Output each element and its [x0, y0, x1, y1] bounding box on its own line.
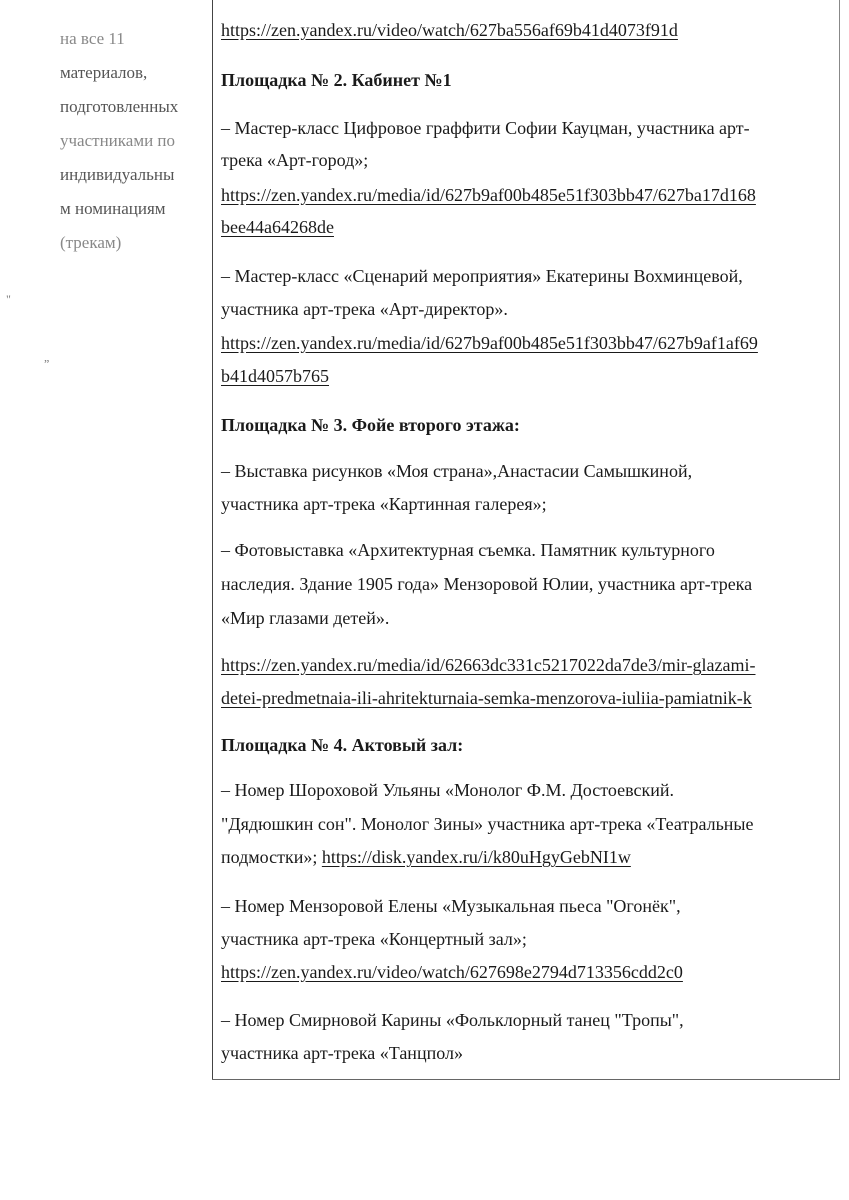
media-link-continuation[interactable]: detei-predmetnaia-ili-ahritekturnaia-semka-menzorova-iuliia-pamiatnik-k [221, 688, 752, 708]
video-link[interactable]: https://zen.yandex.ru/video/watch/627698e2794d713356cdd2c0 [221, 962, 683, 982]
line [221, 366, 821, 387]
section-heading: Площадка № 4. Актовый зал: [221, 735, 464, 755]
media-link-continuation[interactable]: b41d4057b765 [221, 366, 329, 386]
line [221, 185, 821, 206]
left-cell-line: на все 11 [60, 29, 125, 48]
scan-artifact-mark: " [6, 292, 11, 306]
item-text: участника арт-трека «Арт-директор». [221, 299, 508, 319]
table-divider-left [212, 0, 213, 1080]
left-cell-line: подготовленных [60, 97, 179, 116]
item-text: участника арт-трека «Концертный зал»; [221, 929, 527, 949]
item-text: «Мир глазами детей». [221, 608, 390, 628]
left-cell-line: материалов, [60, 63, 148, 82]
item-text: участника арт-трека «Картинная галерея»; [221, 494, 547, 514]
item-text: – Номер Мензоровой Елены «Музыкальная пьеса "Огонёк", [221, 896, 681, 916]
item-text: – Мастер-класс «Сценарий мероприятия» Екатерины Вохминцевой, [221, 266, 743, 286]
line [221, 847, 821, 868]
line [221, 688, 821, 709]
table-divider-right [839, 0, 840, 1080]
section-heading: Площадка № 3. Фойе второго этажа: [221, 415, 520, 435]
item-text: – Выставка рисунков «Моя страна»,Анастасии Самышкиной, [221, 461, 693, 481]
media-link-continuation[interactable]: bee44a64268de [221, 217, 334, 237]
line [221, 962, 821, 983]
video-link[interactable]: https://zen.yandex.ru/video/watch/627ba556af69b41d4073f91d [221, 20, 678, 40]
media-link[interactable]: https://zen.yandex.ru/media/id/627b9af00b485e51f303bb47/627b9af1af69 [221, 333, 758, 353]
left-cell-line: м номинациям [60, 199, 166, 218]
left-cell-line: (трекам) [60, 233, 122, 252]
item-text: подмостки»; [221, 847, 322, 867]
item-text: "Дядюшкин сон". Монолог Зины» участника арт-трека «Театральные [221, 814, 754, 834]
media-link[interactable]: https://zen.yandex.ru/media/id/62663dc331c5217022da7de3/mir-glazami- [221, 655, 756, 675]
line [221, 20, 821, 41]
left-cell-line: участниками по [60, 131, 176, 150]
scan-artifact-mark: „ [44, 350, 50, 364]
item-text: – Номер Шороховой Ульяны «Монолог Ф.М. Достоевский. [221, 780, 674, 800]
disk-link[interactable]: https://disk.yandex.ru/i/k80uHgyGebNI1w [321, 847, 631, 867]
line [221, 217, 821, 238]
line [221, 333, 821, 354]
item-text: – Фотовыставка «Архитектурная съемка. Памятник культурного [221, 540, 715, 560]
item-text: – Мастер-класс Цифровое граффити Софии Кауцман, участника арт- [221, 118, 750, 138]
left-table-cell [60, 22, 208, 260]
item-text: наследия. Здание 1905 года» Мензоровой Юлии, участника арт-трека [221, 574, 753, 594]
item-text: – Номер Смирновой Карины «Фольклорный танец "Тропы", [221, 1010, 684, 1030]
line [221, 655, 821, 676]
section-heading: Площадка № 2. Кабинет №1 [221, 70, 452, 90]
item-text: трека «Арт-город»; [221, 150, 369, 170]
left-cell-line: индивидуальны [60, 165, 175, 184]
media-link[interactable]: https://zen.yandex.ru/media/id/627b9af00b485e51f303bb47/627ba17d168 [221, 185, 756, 205]
table-bottom-border [212, 1079, 840, 1080]
item-text: участника арт-трека «Танцпол» [221, 1043, 463, 1063]
